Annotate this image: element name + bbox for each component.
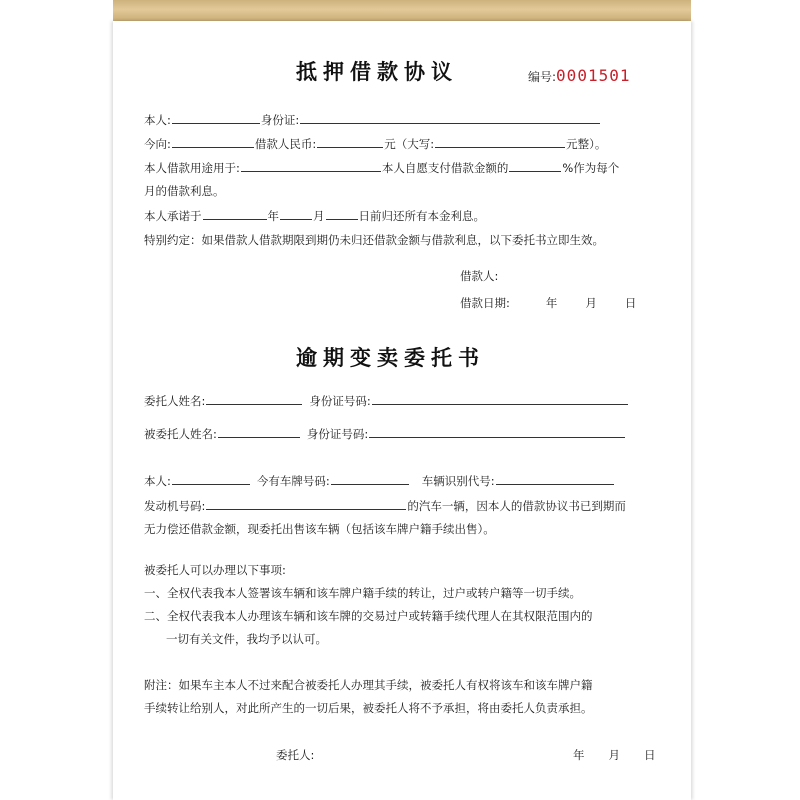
agreement-line-4: 月的借款利息。 — [144, 184, 225, 198]
agreement-line-1 — [144, 112, 601, 127]
proxy-item-2: 二、全权代表我本人办理该车辆和该车牌的交易过户或转籍手续代理人在其权限范围内的 — [144, 609, 593, 623]
blank-agent-id[interactable] — [369, 426, 625, 438]
agreement-special-clause: 特别约定：如果借款人借款期限到期仍未归还借款金额与借款利息，以下委托书立即生效。 — [144, 233, 604, 247]
borrower-signature-label: 借款人: — [460, 269, 499, 283]
agreement-line-5 — [144, 208, 485, 223]
label-promise-year: 年 — [267, 209, 279, 223]
text-vehicle-clause: 的汽车一辆，因本人的借款协议书已到期而 — [407, 499, 626, 513]
blank-principal-name[interactable] — [206, 393, 302, 405]
label-principal-name: 委托人姓名: — [144, 394, 206, 408]
blank-promise-day[interactable] — [326, 208, 358, 220]
blank-amount-capital[interactable] — [435, 136, 565, 148]
serial-number-block — [528, 66, 630, 85]
agreement-title: 抵押借款协议 — [296, 59, 458, 84]
proxy-line-5: 无力偿还借款金额，现委托出售该车辆（包括该车牌户籍手续出售）。 — [144, 522, 495, 536]
borrow-date-year: 年 — [545, 296, 558, 310]
blank-principal-id[interactable] — [372, 393, 628, 405]
blank-lender[interactable] — [172, 136, 254, 148]
borrow-date-row — [460, 295, 636, 311]
blank-plate-number[interactable] — [331, 473, 409, 485]
label-yuan-capital: 元（大写: — [384, 137, 435, 151]
blank-promise-month[interactable] — [280, 208, 312, 220]
label-per-each: %作为每个 — [562, 161, 620, 175]
sign-date-month: 月 — [608, 748, 620, 762]
agreement-line-2 — [144, 136, 606, 151]
principal-signature-label: 委托人: — [276, 748, 315, 762]
agreement-line-3 — [144, 160, 619, 175]
label-promise-day: 日前归还所有本金利息。 — [358, 209, 485, 223]
blank-agent-name[interactable] — [218, 426, 300, 438]
proxy-item-2-cont: 一切有关文件，我均予以认可。 — [166, 632, 327, 646]
label-vin: 车辆识别代号: — [421, 474, 495, 488]
label-lender: 今向: — [144, 137, 171, 151]
label-promise-month: 月 — [313, 209, 325, 223]
label-agent-id: 身份证号码: — [306, 427, 369, 441]
blank-name[interactable] — [172, 112, 260, 124]
serial-label: 编号: — [528, 70, 557, 84]
label-engine-number: 发动机号码: — [144, 499, 206, 513]
label-owner: 本人: — [144, 474, 171, 488]
borrow-date-label: 借款日期: — [460, 296, 510, 310]
label-loan-rmb: 借款人民币: — [254, 137, 317, 151]
blank-interest-percent[interactable] — [509, 160, 561, 172]
proxy-item-1: 一、全权代表我本人签署该车辆和该车牌户籍手续的转让，过户或转户籍等一切手续。 — [144, 586, 581, 600]
serial-number: 0001501 — [556, 66, 631, 85]
label-principal-id: 身份证号码: — [309, 394, 371, 408]
blank-id-card[interactable] — [300, 112, 600, 124]
blank-engine-number[interactable] — [206, 498, 406, 510]
proxy-line-4 — [144, 498, 626, 513]
proxy-line-6: 被委托人可以办理以下事项: — [144, 563, 286, 577]
proxy-note-2: 手续转让给别人，对此所产生的一切后果，被委托人将不予承担，将由委托人负责承担。 — [144, 701, 593, 715]
blank-loan-amount[interactable] — [317, 136, 383, 148]
label-promise: 本人承诺于 — [144, 209, 202, 223]
label-id-card: 身份证: — [260, 113, 300, 127]
proxy-title: 逾期变卖委托书 — [296, 345, 485, 370]
borrow-date-month: 月 — [585, 296, 597, 310]
proxy-line-1 — [144, 393, 629, 408]
sign-date-day: 日 — [644, 748, 656, 762]
label-interest-percent: 本人自愿支付借款金额的 — [381, 161, 509, 175]
blank-promise-year[interactable] — [203, 208, 267, 220]
blank-loan-purpose[interactable] — [241, 160, 381, 172]
sign-date-year: 年 — [573, 748, 585, 762]
pad-binding-strip — [113, 0, 691, 22]
blank-vin[interactable] — [496, 473, 614, 485]
blank-owner[interactable] — [172, 473, 250, 485]
label-loan-purpose: 本人借款用途用于: — [144, 161, 240, 175]
label-agent-name: 被委托人姓名: — [144, 427, 217, 441]
proxy-note-1: 附注：如果车主本人不过来配合被委托人办理其手续，被委托人有权将该车和该车牌户籍 — [144, 678, 593, 692]
principal-sign-date — [573, 747, 656, 763]
label-plate-number: 今有车牌号码: — [256, 474, 330, 488]
borrow-date-day: 日 — [624, 296, 637, 310]
label-self: 本人: — [144, 113, 171, 127]
proxy-line-3 — [144, 473, 615, 488]
proxy-line-2 — [144, 426, 626, 441]
label-yuan-end: 元整）。 — [566, 137, 607, 151]
